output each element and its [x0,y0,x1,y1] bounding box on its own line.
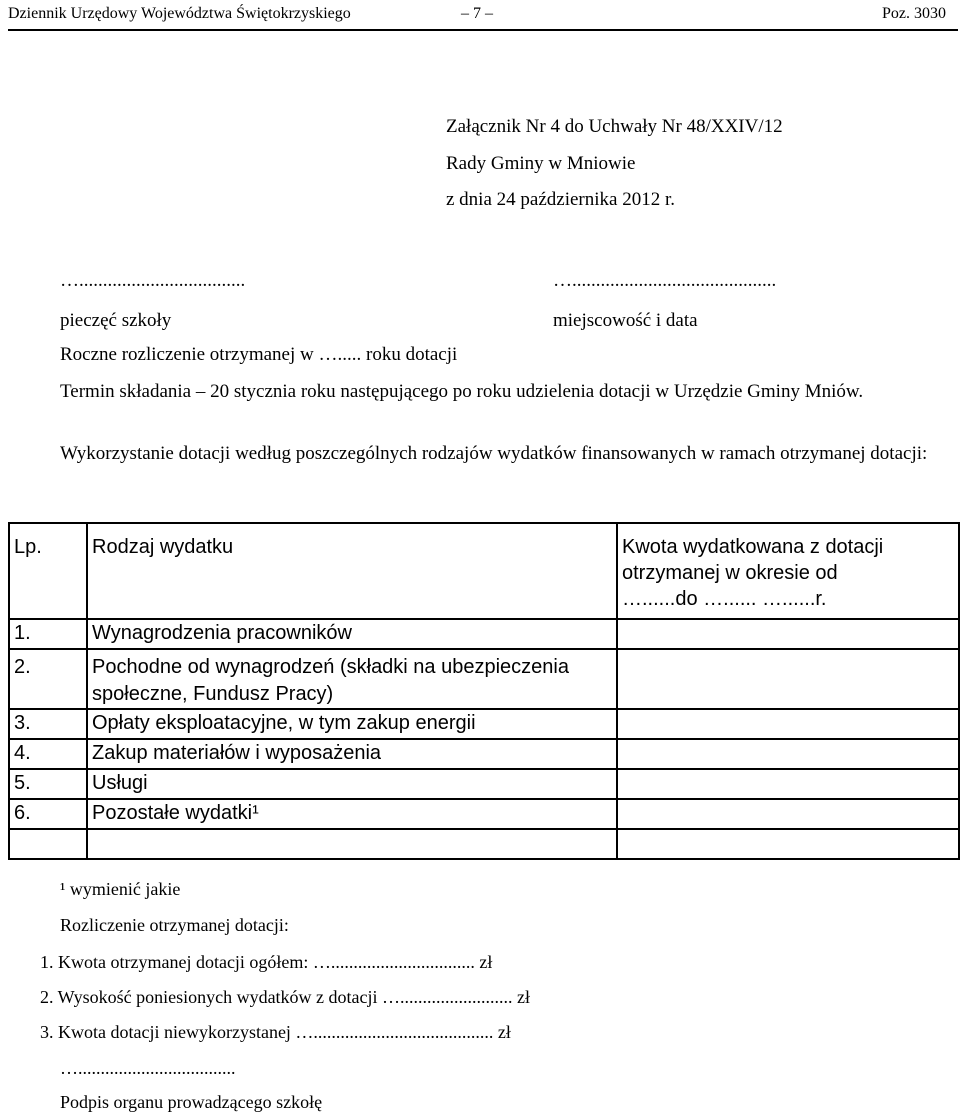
row-expense-type-empty[interactable] [87,829,617,859]
signature-dots: …................................... [60,1058,236,1078]
header-amount-line-1: Kwota wydatkowana z dotacji [622,536,884,558]
table-row [9,619,959,649]
row-amount-cell[interactable] [617,829,959,859]
header-lp: Lp. [9,523,87,619]
stamp-dots: …................................... [60,270,246,291]
row-lp: 5. [9,769,87,799]
settlement-title: Rozliczenie otrzymanej dotacji: [60,915,289,935]
usage-intro-paragraph: Wykorzystanie dotacji według poszczególnych rodzajów wydatków finansowanych w ramach otrzymanej dotacji: [60,443,928,464]
row-expense-type: Pozostałe wydatki¹ [87,799,617,829]
row-amount-cell[interactable] [617,619,959,649]
stamp-label: pieczęć szkoły [60,310,172,331]
settlement-item-1: 1. Kwota otrzymanej dotacji ogółem: …................................ zł [40,952,493,972]
table-row [9,649,959,709]
table-row-empty [9,829,959,859]
header-amount-line-3: …......do …...... …......r. [622,588,827,610]
header-amount-line-2: otrzymanej w okresie od [622,562,838,584]
table-row [9,709,959,739]
annual-settlement-line: Roczne rozliczenie otrzymanej w …..... roku dotacji [60,344,458,365]
table-row [9,799,959,829]
row-lp: 6. [9,799,87,829]
page-number: – 7 – [461,5,493,22]
row-lp: 4. [9,739,87,769]
settlement-item-3: 3. Kwota dotacji niewykorzystanej …........................................ zł [40,1022,511,1042]
table-header-row [9,523,959,619]
deadline-paragraph: Termin składania – 20 stycznia roku następującego po roku udzielenia dotacji w Urzędzie Gminy Mniów. [60,381,864,402]
footnote: ¹ wymienić jakie [60,879,181,899]
header-rule [8,29,958,31]
row-lp: 3. [9,709,87,739]
table-row [9,769,959,799]
table-row [9,739,959,769]
row-lp: 1. [9,619,87,649]
place-date-dots: …........................................... [553,270,777,291]
row-expense-type: Pochodne od wynagrodzeń (składki na ubezpieczenia społeczne, Fundusz Pracy) [87,649,617,709]
header-expense-type: Rodzaj wydatku [87,523,617,619]
row-amount-cell[interactable] [617,709,959,739]
position-number: Poz. 3030 [882,5,946,22]
row-amount-cell[interactable] [617,649,959,709]
row-expense-type: Opłaty eksploatacyjne, w tym zakup energii [87,709,617,739]
attachment-line-3: z dnia 24 października 2012 r. [446,189,675,210]
journal-title: Dziennik Urzędowy Województwa Świętokrzyskiego [8,5,351,22]
row-expense-type: Wynagrodzenia pracowników [87,619,617,649]
row-amount-cell[interactable] [617,799,959,829]
signature-label: Podpis organu prowadzącego szkołę [60,1092,323,1112]
row-amount-cell[interactable] [617,769,959,799]
row-expense-type: Zakup materiałów i wyposażenia [87,739,617,769]
expenses-table [8,522,960,860]
row-lp: 2. [9,649,87,709]
attachment-line-2: Rady Gminy w Mniowie [446,153,636,174]
row-amount-cell[interactable] [617,739,959,769]
row-lp-empty[interactable] [9,829,87,859]
place-date-label: miejscowość i data [553,310,698,331]
row-expense-type: Usługi [87,769,617,799]
attachment-line-1: Załącznik Nr 4 do Uchwały Nr 48/XXIV/12 [446,116,783,137]
settlement-item-2: 2. Wysokość poniesionych wydatków z dotacji …......................... zł [40,987,531,1007]
header-amount [617,523,959,619]
